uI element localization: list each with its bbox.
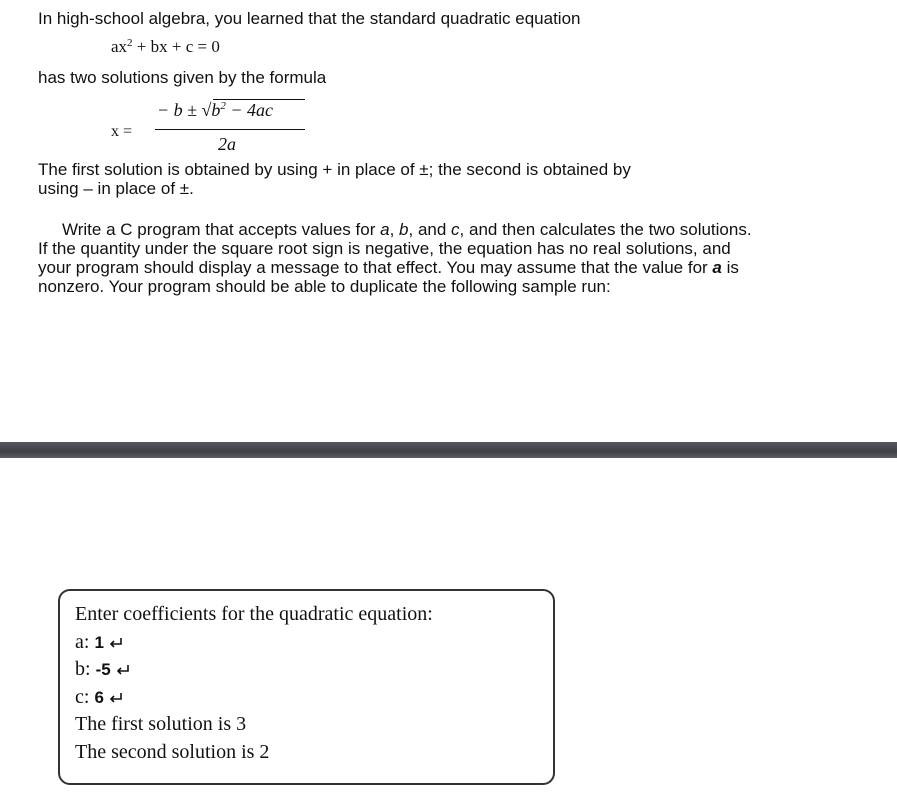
equation-exponent: 2	[127, 37, 133, 49]
var-b: b	[399, 220, 409, 239]
input-value-b: -5	[95, 660, 111, 679]
console-input-b: b: -5	[75, 656, 553, 684]
intro-text: In high-school algebra, you learned that the standard quadratic equation	[38, 9, 581, 28]
quadratic-equation	[111, 37, 220, 57]
equation-rest: + bx + c = 0	[132, 37, 220, 56]
return-arrow-icon	[108, 692, 124, 704]
return-arrow-icon	[115, 664, 131, 676]
var-c: c	[451, 220, 460, 239]
numerator-b: b	[211, 100, 221, 120]
numerator-post: − 4ac	[225, 100, 274, 120]
console-prompt: Enter coefficients for the quadratic equation:	[75, 603, 433, 625]
explanation-line-1: The first solution is obtained by using + in place of ±; the second is obtained by	[38, 160, 631, 179]
sqrt-bar	[213, 99, 305, 100]
var-a-bold: a	[712, 258, 722, 277]
sample-run-console	[58, 589, 555, 785]
formula-denominator: 2a	[218, 134, 236, 154]
section-divider	[0, 442, 897, 458]
numerator-exponent: 2	[220, 100, 226, 112]
console-result-2: The second solution is 2	[75, 740, 270, 763]
input-value-c: 6	[94, 687, 104, 707]
task-line-1: Write a C program that accepts values for a, b, and c, and then calculates the two solutions.	[62, 220, 752, 239]
fraction-bar	[155, 129, 305, 130]
task-line-3: your program should display a message to that effect. You may assume that the value for a is	[38, 258, 739, 277]
return-arrow-icon	[108, 637, 124, 649]
formula-lhs: x =	[111, 123, 133, 140]
formula-numerator	[157, 100, 273, 121]
task-line-4: nonzero. Your program should be able to duplicate the following sample run:	[38, 277, 611, 296]
task-line-2: If the quantity under the square root sign is negative, the equation has no real solutions, and	[38, 239, 731, 258]
equation-term-a: ax	[111, 37, 128, 56]
console-result-1: The first solution is 3	[75, 713, 247, 735]
task-paragraph	[38, 220, 858, 296]
console-input-a: a: 1	[75, 629, 553, 657]
console-input-c: c: 6	[75, 684, 553, 712]
numerator-pre: − b ± √	[157, 100, 212, 120]
var-a: a	[380, 220, 390, 239]
explanation-line-2: using – in place of ±.	[38, 179, 194, 198]
solutions-text: has two solutions given by the formula	[38, 68, 327, 87]
input-value-a: 1	[94, 632, 104, 652]
